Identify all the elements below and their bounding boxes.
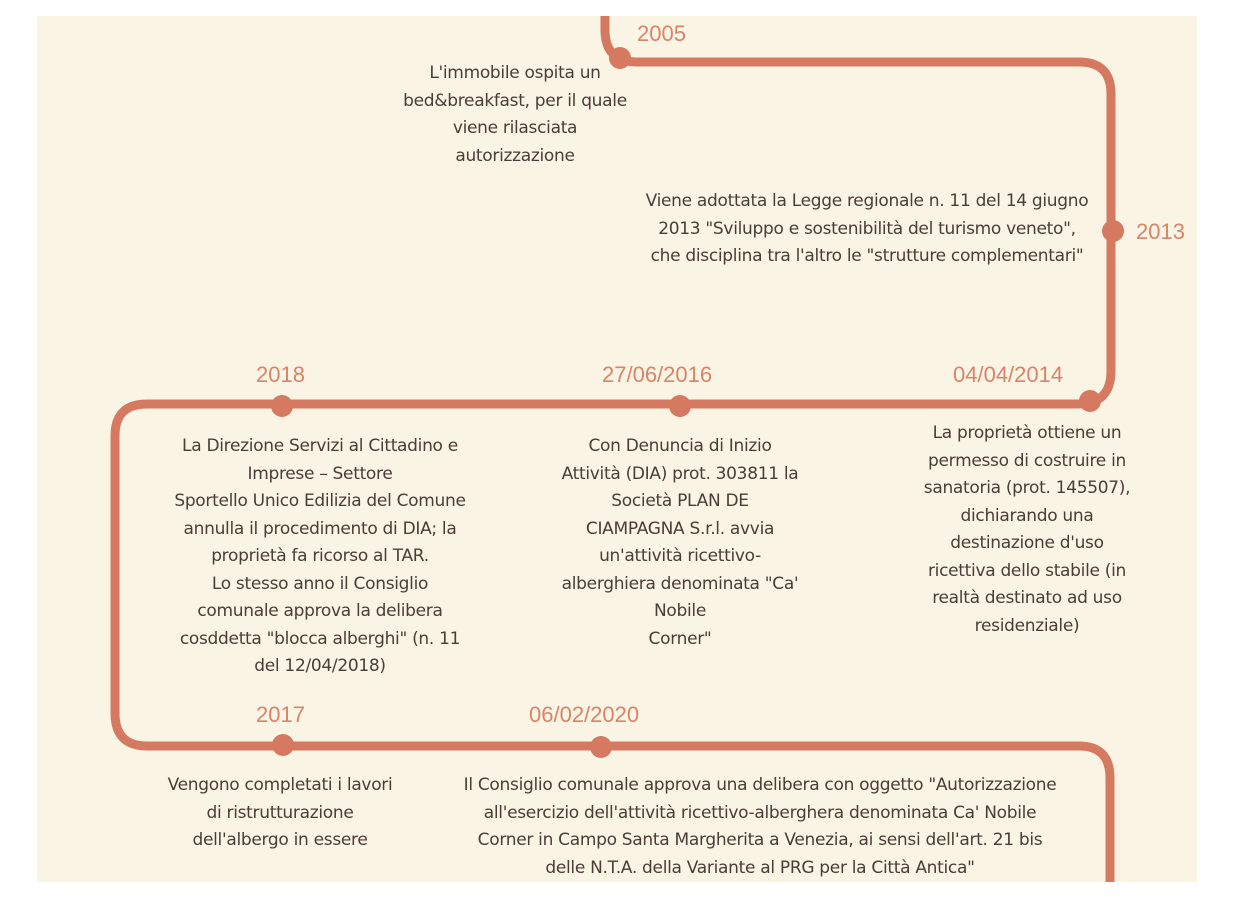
event-year: 2018	[256, 362, 305, 387]
event-year: 2017	[256, 702, 305, 727]
event-description: La Direzione Servizi al Cittadino e Imprese – Settore Sportello Unico Edilizia del Comune annulla il procedimento di DIA; la proprietà fa ricorso al TAR. Lo stesso anno il Consiglio comunale approva la delibera cosddetta "blocca alberghi" (n. 11 del 12/04/2018)	[174, 436, 466, 676]
event-year: 2005	[637, 21, 686, 46]
event-description: Viene adottata la Legge regionale n. 11 del 14 giugno 2013 "Sviluppo e sostenibilità del turismo veneto", che disciplina tra l'altro le "strutture complementari"	[645, 191, 1089, 266]
event-marker-06-02-2020	[590, 736, 612, 758]
event-marker-27-06-2016	[669, 395, 691, 417]
event-description: Il Consiglio comunale approva una delibera con oggetto "Autorizzazione all'esercizio dell'attività ricettivo-alberghera denominata Ca' Nobile Corner in Campo Santa Margherita a Venezia, ai sensi dell'art. 21 bis delle N.T.A. della Variante al PRG per la Città Antica"	[463, 775, 1057, 878]
event-description: La proprietà ottiene un permesso di costruire in sanatoria (prot. 145507), dichiarando una destinazione d'uso ricettiva dello stabile (in realtà destinato ad uso residenziale)	[923, 423, 1131, 636]
event-description: Con Denuncia di Inizio Attività (DIA) prot. 303811 la Società PLAN DE CIAMPAGNA S.r.l. avvia un'attività ricettivo- alberghiera denominata "Ca' Nobile Corner"	[561, 436, 799, 649]
event-year: 04/04/2014	[953, 362, 1064, 387]
event-marker-2017	[272, 734, 294, 756]
event-year: 06/02/2020	[529, 702, 640, 727]
event-description: Vengono completati i lavori di ristrutturazione dell'albergo in essere	[167, 775, 393, 850]
event-description: L'immobile ospita un bed&breakfast, per il quale viene rilasciata autorizzazione	[403, 63, 627, 166]
event-year: 2013	[1136, 219, 1185, 244]
event-marker-2018	[271, 395, 293, 417]
timeline-canvas	[37, 16, 1197, 882]
event-marker-04-04-2014	[1079, 390, 1101, 412]
event-year: 27/06/2016	[602, 362, 713, 387]
